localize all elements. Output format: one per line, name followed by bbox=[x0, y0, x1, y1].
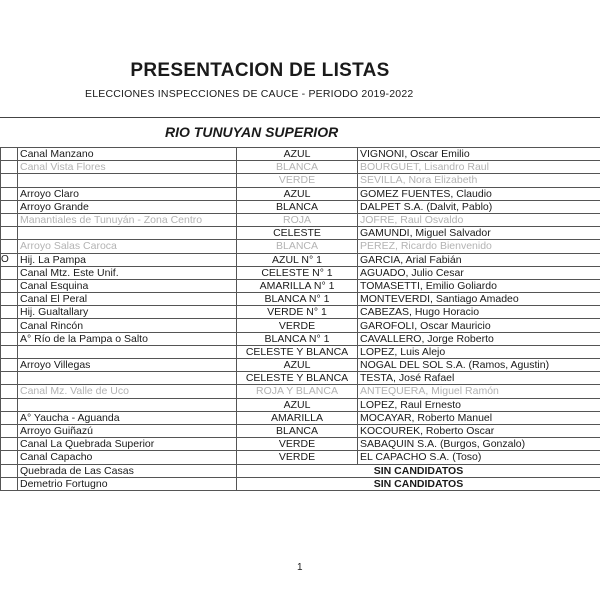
candidato-cell: GAMUNDI, Miguel Salvador bbox=[358, 227, 600, 240]
candidato-cell: MONTEVERDI, Santiago Amadeo bbox=[358, 293, 600, 306]
candidato-cell: CAVALLERO, Jorge Roberto bbox=[358, 332, 600, 345]
canal-cell: Demetrio Fortugno bbox=[18, 477, 237, 490]
table-row bbox=[1, 293, 600, 306]
lista-cell: AZUL bbox=[237, 187, 358, 200]
lista-cell: CELESTE N° 1 bbox=[237, 266, 358, 279]
table-row bbox=[1, 213, 600, 226]
table-row bbox=[1, 266, 600, 279]
canal-cell: A° Río de la Pampa o Salto bbox=[18, 332, 237, 345]
candidato-cell: LOPEZ, Luis Alejo bbox=[358, 345, 600, 358]
candidato-cell: MOCAYAR, Roberto Manuel bbox=[358, 411, 600, 424]
row-prefix bbox=[1, 161, 18, 174]
candidato-cell: KOCOUREK, Roberto Oscar bbox=[358, 424, 600, 437]
lista-cell: VERDE N° 1 bbox=[237, 306, 358, 319]
canal-cell: Hij. La Pampa bbox=[18, 253, 237, 266]
table-row bbox=[1, 424, 600, 437]
canal-cell: Canal Capacho bbox=[18, 451, 237, 464]
lista-cell: VERDE bbox=[237, 319, 358, 332]
canal-cell: Arroyo Guiñazú bbox=[18, 424, 237, 437]
row-prefix bbox=[1, 464, 18, 477]
lista-cell: VERDE bbox=[237, 174, 358, 187]
canal-cell: Hij. Gualtallary bbox=[18, 306, 237, 319]
row-prefix bbox=[1, 424, 18, 437]
table-row bbox=[1, 279, 600, 292]
candidato-cell: TESTA, José Rafael bbox=[358, 372, 600, 385]
table-row bbox=[1, 398, 600, 411]
row-prefix bbox=[1, 213, 18, 226]
lista-cell: CELESTE Y BLANCA bbox=[237, 372, 358, 385]
sin-candidatos-cell: SIN CANDIDATOS bbox=[237, 477, 600, 490]
table-row bbox=[1, 306, 600, 319]
row-prefix bbox=[1, 411, 18, 424]
lista-cell: AZUL bbox=[237, 398, 358, 411]
canal-cell: Manantiales de Tunuyán - Zona Centro bbox=[18, 213, 237, 226]
candidato-cell: EL CAPACHO S.A. (Toso) bbox=[358, 451, 600, 464]
row-prefix bbox=[1, 293, 18, 306]
table-row bbox=[1, 438, 600, 451]
canal-cell: Canal Mtz. Este Unif. bbox=[18, 266, 237, 279]
table-row bbox=[1, 253, 600, 266]
canal-cell: Arroyo Salas Caroca bbox=[18, 240, 237, 253]
candidato-cell: LOPEZ, Raul Ernesto bbox=[358, 398, 600, 411]
candidato-cell: DALPET S.A. (Dalvit, Pablo) bbox=[358, 200, 600, 213]
candidato-cell: CABEZAS, Hugo Horacio bbox=[358, 306, 600, 319]
page-title bbox=[0, 60, 520, 82]
canal-cell: Canal El Peral bbox=[18, 293, 237, 306]
lista-cell: AZUL bbox=[237, 148, 358, 161]
section-title: RIO TUNUYAN SUPERIOR bbox=[165, 124, 339, 140]
lista-cell: BLANCA bbox=[237, 161, 358, 174]
table-row bbox=[1, 200, 600, 213]
lista-cell: AMARILLA N° 1 bbox=[237, 279, 358, 292]
candidato-cell: GAROFOLI, Oscar Mauricio bbox=[358, 319, 600, 332]
lista-cell: VERDE bbox=[237, 451, 358, 464]
page-subtitle: ELECCIONES INSPECCIONES DE CAUCE - PERIODO 2019-2022 bbox=[85, 88, 414, 100]
candidato-cell: BOURGUET, Lisandro Raul bbox=[358, 161, 600, 174]
table-row bbox=[1, 174, 600, 187]
candidato-cell: AGUADO, Julio Cesar bbox=[358, 266, 600, 279]
row-prefix bbox=[1, 332, 18, 345]
candidato-cell: SABAQUIN S.A. (Burgos, Gonzalo) bbox=[358, 438, 600, 451]
canal-cell: Arroyo Claro bbox=[18, 187, 237, 200]
lista-cell: BLANCA N° 1 bbox=[237, 293, 358, 306]
table-row bbox=[1, 227, 600, 240]
row-prefix bbox=[1, 438, 18, 451]
page-number: 1 bbox=[297, 562, 303, 573]
table-row bbox=[1, 464, 600, 477]
row-prefix bbox=[1, 279, 18, 292]
canal-cell bbox=[18, 227, 237, 240]
canal-cell bbox=[18, 174, 237, 187]
row-prefix bbox=[1, 200, 18, 213]
canal-cell: A° Yaucha - Aguanda bbox=[18, 411, 237, 424]
candidato-cell: VIGNONI, Oscar Emilio bbox=[358, 148, 600, 161]
candidato-cell: TOMASETTI, Emilio Goliardo bbox=[358, 279, 600, 292]
candidato-cell: NOGAL DEL SOL S.A. (Ramos, Agustin) bbox=[358, 359, 600, 372]
row-prefix bbox=[1, 359, 18, 372]
row-prefix bbox=[1, 451, 18, 464]
lista-cell: BLANCA bbox=[237, 424, 358, 437]
candidato-cell: GOMEZ FUENTES, Claudio bbox=[358, 187, 600, 200]
table-row bbox=[1, 359, 600, 372]
candidato-cell: GARCIA, Arial Fabián bbox=[358, 253, 600, 266]
candidato-cell: ANTEQUERA, Miguel Ramón bbox=[358, 385, 600, 398]
lista-cell: AZUL N° 1 bbox=[237, 253, 358, 266]
table-row bbox=[1, 240, 600, 253]
lista-cell: AZUL bbox=[237, 359, 358, 372]
table-row bbox=[1, 411, 600, 424]
lista-cell: BLANCA bbox=[237, 200, 358, 213]
row-prefix bbox=[1, 345, 18, 358]
lista-cell: ROJA Y BLANCA bbox=[237, 385, 358, 398]
table-row bbox=[1, 187, 600, 200]
table-row bbox=[1, 332, 600, 345]
canal-cell bbox=[18, 345, 237, 358]
row-prefix bbox=[1, 266, 18, 279]
lista-cell: AMARILLA bbox=[237, 411, 358, 424]
row-prefix bbox=[1, 240, 18, 253]
canal-cell: Arroyo Grande bbox=[18, 200, 237, 213]
lista-cell: BLANCA bbox=[237, 240, 358, 253]
row-prefix bbox=[1, 174, 18, 187]
table-row bbox=[1, 451, 600, 464]
row-prefix bbox=[1, 306, 18, 319]
lista-cell: ROJA bbox=[237, 213, 358, 226]
table-row bbox=[1, 161, 600, 174]
canal-cell: Canal La Quebrada Superior bbox=[18, 438, 237, 451]
row-prefix: O bbox=[1, 253, 18, 266]
lista-cell: BLANCA N° 1 bbox=[237, 332, 358, 345]
canal-cell: Canal Esquina bbox=[18, 279, 237, 292]
canal-cell: Canal Manzano bbox=[18, 148, 237, 161]
row-prefix bbox=[1, 319, 18, 332]
candidato-cell: JOFRE, Raul Osvaldo bbox=[358, 213, 600, 226]
lista-cell: VERDE bbox=[237, 438, 358, 451]
canal-cell: Arroyo Villegas bbox=[18, 359, 237, 372]
lists-table bbox=[0, 147, 600, 491]
canal-cell bbox=[18, 398, 237, 411]
row-prefix bbox=[1, 148, 18, 161]
sin-candidatos-cell: SIN CANDIDATOS bbox=[237, 464, 600, 477]
row-prefix bbox=[1, 385, 18, 398]
divider bbox=[0, 117, 600, 118]
canal-cell: Canal Vista Flores bbox=[18, 161, 237, 174]
table-row bbox=[1, 319, 600, 332]
canal-cell: Canal Rincón bbox=[18, 319, 237, 332]
canal-cell bbox=[18, 372, 237, 385]
row-prefix bbox=[1, 187, 18, 200]
table-row bbox=[1, 385, 600, 398]
lista-cell: CELESTE bbox=[237, 227, 358, 240]
title-text: PRESENTACION DE LISTAS bbox=[130, 60, 390, 81]
lista-cell: CELESTE Y BLANCA bbox=[237, 345, 358, 358]
row-prefix bbox=[1, 372, 18, 385]
canal-cell: Canal Mz. Valle de Uco bbox=[18, 385, 237, 398]
row-prefix bbox=[1, 477, 18, 490]
table-row bbox=[1, 148, 600, 161]
table-row bbox=[1, 372, 600, 385]
table-row bbox=[1, 477, 600, 490]
row-prefix bbox=[1, 227, 18, 240]
table-row bbox=[1, 345, 600, 358]
candidato-cell: SEVILLA, Nora Elizabeth bbox=[358, 174, 600, 187]
candidato-cell: PEREZ, Ricardo Bienvenido bbox=[358, 240, 600, 253]
row-prefix bbox=[1, 398, 18, 411]
canal-cell: Quebrada de Las Casas bbox=[18, 464, 237, 477]
